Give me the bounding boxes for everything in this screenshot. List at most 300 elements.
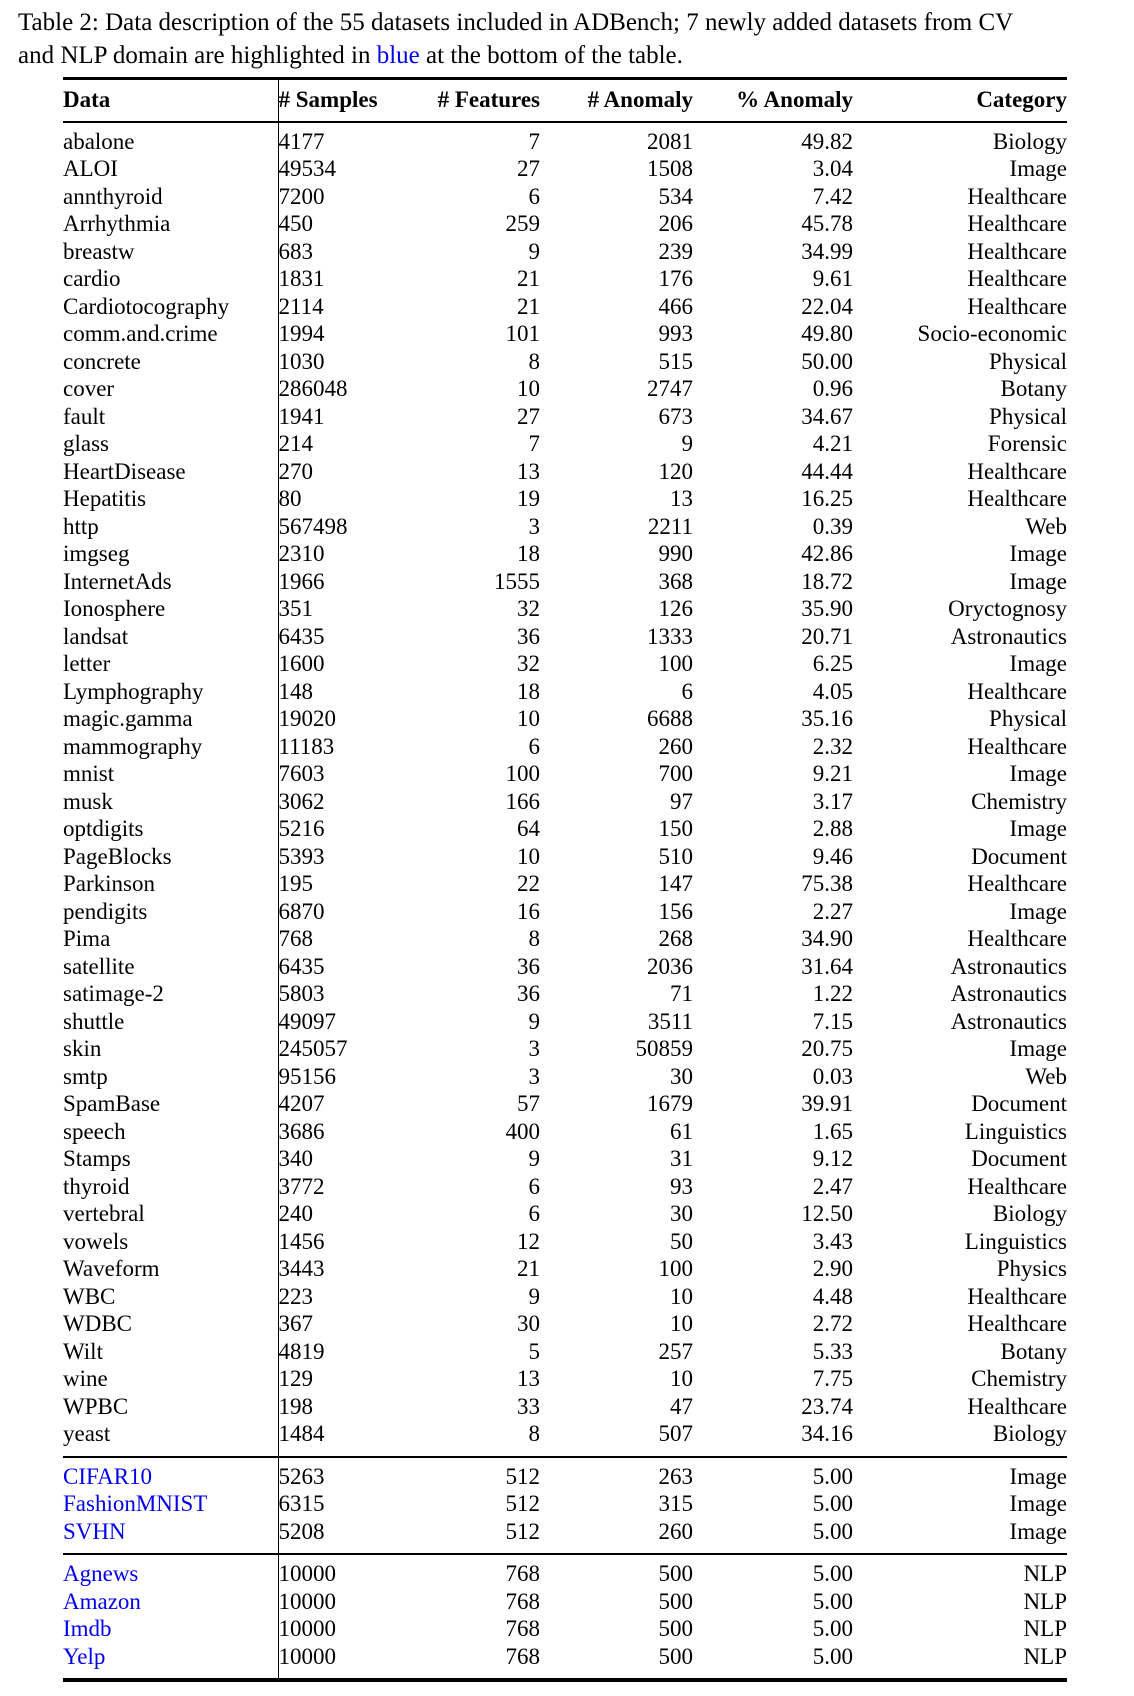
anomaly-count-value: 10: [670, 1283, 693, 1309]
features-value: 13: [517, 458, 540, 484]
dataset-name: cover: [63, 376, 115, 401]
table-row: [63, 348, 1067, 376]
category-value: Biology: [992, 128, 1067, 154]
table-row: [63, 678, 1067, 706]
anomaly-count-value: 47: [670, 1393, 693, 1419]
anomaly-count-value: 993: [658, 321, 693, 346]
category-value: Image: [1009, 761, 1067, 786]
category-value: Astronautics: [950, 981, 1067, 1006]
anomaly-percent-value: 4.05: [812, 678, 853, 704]
anomaly-count-value: 500: [658, 1643, 693, 1669]
dataset-name: smtp: [63, 1063, 108, 1089]
category-value: Healthcare: [967, 871, 1067, 896]
anomaly-percent-value: 5.00: [812, 1643, 853, 1669]
dataset-name: letter: [63, 651, 111, 676]
anomaly-percent-value: 5.00: [693, 1457, 853, 1491]
dataset-name: CIFAR10: [63, 1457, 278, 1491]
anomaly-count-value: 368: [658, 568, 693, 594]
features-value: 16: [517, 898, 540, 924]
table-row: [63, 1063, 1067, 1091]
table-row: [63, 1200, 1067, 1228]
samples-value: 367: [278, 1310, 410, 1338]
samples-value: 3686: [278, 1118, 410, 1146]
table-body: [63, 122, 1067, 1681]
table-row: [63, 1615, 1067, 1643]
samples-value: 4819: [278, 1338, 410, 1366]
anomaly-percent-value: 39.91: [801, 1091, 853, 1116]
table-row: [63, 1338, 1067, 1366]
anomaly-percent-value: 7.75: [812, 1366, 853, 1391]
category-value: Healthcare: [967, 266, 1067, 291]
features-value: 33: [517, 1393, 540, 1419]
category-value: Healthcare: [967, 926, 1067, 951]
samples-value: 5208: [278, 1518, 410, 1555]
table-row: [63, 513, 1067, 541]
dataset-name: satellite: [63, 953, 135, 979]
anomaly-count-value: 176: [658, 266, 693, 291]
col-header-anomaly-percent: % Anomaly: [693, 79, 853, 122]
anomaly-percent-value: 16.25: [801, 486, 853, 511]
samples-value: 6870: [278, 898, 410, 926]
anomaly-percent-value: 42.86: [801, 541, 853, 566]
anomaly-percent-value: 31.64: [801, 953, 853, 979]
features-value: 6: [528, 1201, 540, 1226]
features-value: 7: [528, 431, 540, 456]
anomaly-count-value: 150: [658, 816, 693, 841]
category-value: NLP: [1023, 1588, 1067, 1614]
features-value: 768: [505, 1643, 540, 1669]
samples-value: 7200: [278, 183, 410, 211]
anomaly-percent-value: 34.99: [801, 238, 853, 264]
table-row: [63, 1008, 1067, 1036]
anomaly-percent-value: 0.03: [812, 1063, 853, 1089]
anomaly-count-value: 507: [658, 1421, 693, 1446]
anomaly-percent-value: 23.74: [801, 1393, 853, 1419]
anomaly-percent-value: 18.72: [801, 568, 853, 594]
category-value: Healthcare: [967, 293, 1067, 319]
caption-line-2-before: and NLP domain are highlighted in: [18, 42, 377, 69]
caption-line-1: Table 2: Data description of the 55 datasets included in ADBench; 7 newly added datasets from CV: [18, 9, 1014, 36]
category-value: Botany: [1000, 1338, 1067, 1364]
table-row: [63, 183, 1067, 211]
features-value: 27: [517, 403, 540, 429]
category-value: NLP: [853, 1554, 1067, 1588]
table-row: [63, 870, 1067, 898]
dataset-name: SVHN: [63, 1518, 126, 1544]
table-row: [63, 760, 1067, 788]
features-value: 10: [517, 376, 540, 401]
anomaly-percent-value: 2.27: [812, 898, 853, 924]
anomaly-count-value: 990: [658, 541, 693, 566]
features-value: 512: [505, 1518, 540, 1544]
features-value: 7: [528, 128, 540, 154]
samples-value: 10000: [278, 1643, 410, 1681]
anomaly-count-value: 466: [658, 293, 693, 319]
anomaly-count-value: 31: [670, 1146, 693, 1171]
anomaly-count-value: 6: [681, 678, 693, 704]
anomaly-percent-value: 2.47: [812, 1173, 853, 1199]
table-row: [63, 238, 1067, 266]
anomaly-percent-value: 49.80: [801, 321, 853, 346]
features-value: 3: [528, 513, 540, 539]
samples-value: 5393: [278, 843, 410, 871]
category-value: Physical: [989, 706, 1067, 731]
dataset-name: WDBC: [63, 1311, 132, 1336]
dataset-name: Imdb: [63, 1616, 112, 1641]
anomaly-percent-value: 44.44: [801, 458, 853, 484]
anomaly-percent-value: 4.48: [812, 1283, 853, 1309]
dataset-name: mammography: [63, 733, 203, 759]
caption-line-2: [18, 42, 683, 69]
anomaly-count-value: 268: [658, 926, 693, 951]
samples-value: 19020: [278, 705, 410, 733]
anomaly-count-value: 500: [540, 1554, 693, 1588]
dataset-name: fault: [63, 403, 106, 429]
anomaly-count-value: 534: [658, 183, 693, 209]
dataset-name: optdigits: [63, 816, 144, 841]
features-value: 6: [528, 183, 540, 209]
category-value: Linguistics: [964, 1228, 1067, 1254]
features-value: 32: [517, 596, 540, 621]
anomaly-count-value: 30: [670, 1063, 693, 1089]
table-row: [63, 1393, 1067, 1421]
anomaly-count-value: 515: [658, 348, 693, 374]
anomaly-percent-value: 5.00: [812, 1518, 853, 1544]
category-value: Astronautics: [950, 623, 1067, 649]
samples-value: 1994: [278, 320, 410, 348]
anomaly-percent-value: 34.67: [801, 403, 853, 429]
category-value: Physical: [989, 348, 1067, 374]
anomaly-count-value: 97: [670, 788, 693, 814]
dataset-name: Agnews: [63, 1554, 278, 1588]
table-row: [63, 540, 1067, 568]
dataset-name: Wilt: [63, 1338, 103, 1364]
features-value: 36: [517, 953, 540, 979]
dataset-name: Ionosphere: [63, 596, 166, 621]
anomaly-count-value: 10: [670, 1311, 693, 1336]
samples-value: 2310: [278, 540, 410, 568]
samples-value: 6435: [278, 623, 410, 651]
dataset-name: concrete: [63, 348, 141, 374]
samples-value: 768: [278, 925, 410, 953]
samples-value: 240: [278, 1200, 410, 1228]
category-value: Web: [1025, 513, 1067, 539]
samples-value: 4207: [278, 1090, 410, 1118]
category-value: Biology: [992, 1421, 1067, 1446]
dataset-name: thyroid: [63, 1173, 130, 1199]
anomaly-count-value: 71: [670, 981, 693, 1006]
anomaly-count-value: 13: [670, 486, 693, 511]
samples-value: 10000: [278, 1615, 410, 1643]
table-row: [63, 815, 1067, 843]
anomaly-percent-value: 1.65: [812, 1118, 853, 1144]
features-value: 8: [528, 926, 540, 951]
features-value: 64: [517, 816, 540, 841]
caption-line-2-after: at the bottom of the table.: [419, 42, 683, 69]
anomaly-percent-value: 3.17: [812, 788, 853, 814]
anomaly-percent-value: 5.00: [693, 1554, 853, 1588]
category-value: Healthcare: [967, 458, 1067, 484]
features-value: 27: [517, 156, 540, 181]
anomaly-count-value: 120: [658, 458, 693, 484]
category-value: Image: [1009, 816, 1067, 841]
samples-value: 683: [278, 238, 410, 266]
table-caption: [18, 6, 1120, 72]
samples-value: 5803: [278, 980, 410, 1008]
table-row: [63, 375, 1067, 403]
table-row: [63, 293, 1067, 321]
dataset-name: PageBlocks: [63, 843, 172, 869]
features-value: 9: [528, 238, 540, 264]
features-value: 18: [517, 541, 540, 566]
features-value: 3: [528, 1036, 540, 1061]
category-value: Image: [1009, 898, 1067, 924]
category-value: NLP: [1023, 1643, 1067, 1669]
samples-value: 11183: [278, 733, 410, 761]
anomaly-percent-value: 3.04: [812, 156, 853, 181]
anomaly-count-value: 100: [658, 651, 693, 676]
category-value: Physics: [996, 1256, 1067, 1281]
features-value: 1555: [494, 568, 540, 594]
anomaly-count-value: 2081: [647, 128, 693, 154]
table-row: [63, 705, 1067, 733]
anomaly-percent-value: 9.46: [812, 843, 853, 869]
anomaly-count-value: 93: [670, 1173, 693, 1199]
category-value: Healthcare: [967, 678, 1067, 704]
anomaly-count-value: 239: [658, 238, 693, 264]
anomaly-percent-value: 5.00: [812, 1491, 853, 1516]
table-row: [63, 430, 1067, 458]
samples-value: 10000: [278, 1554, 410, 1588]
features-value: 22: [517, 871, 540, 896]
anomaly-count-value: 61: [670, 1118, 693, 1144]
category-value: Linguistics: [964, 1118, 1067, 1144]
category-value: Document: [971, 1146, 1067, 1171]
dataset-name: glass: [63, 431, 109, 456]
samples-value: 80: [278, 485, 410, 513]
samples-value: 1030: [278, 348, 410, 376]
category-value: Socio-economic: [917, 321, 1067, 346]
table-row: [63, 1118, 1067, 1146]
dataset-name: cardio: [63, 266, 121, 291]
dataset-name: ALOI: [63, 156, 118, 181]
dataset-name: comm.and.crime: [63, 321, 218, 346]
samples-value: 95156: [278, 1063, 410, 1091]
col-header-features: # Features: [410, 79, 540, 122]
dataset-name: Parkinson: [63, 871, 155, 896]
category-value: Biology: [992, 1201, 1067, 1226]
features-value: 18: [517, 678, 540, 704]
dataset-name: yeast: [63, 1421, 111, 1446]
table-row: [63, 1228, 1067, 1256]
anomaly-percent-value: 34.16: [801, 1421, 853, 1446]
anomaly-percent-value: 49.82: [801, 128, 853, 154]
features-value: 9: [528, 1008, 540, 1034]
features-value: 19: [517, 486, 540, 511]
samples-value: 340: [278, 1145, 410, 1173]
table-row: [63, 623, 1067, 651]
samples-value: 5263: [278, 1457, 410, 1491]
category-value: Healthcare: [967, 211, 1067, 236]
table-row: [63, 650, 1067, 678]
anomaly-count-value: 260: [658, 733, 693, 759]
table-row: [63, 1457, 1067, 1491]
samples-value: 214: [278, 430, 410, 458]
anomaly-percent-value: 50.00: [801, 348, 853, 374]
anomaly-count-value: 156: [658, 898, 693, 924]
anomaly-percent-value: 2.90: [812, 1256, 853, 1281]
category-value: Physical: [989, 403, 1067, 429]
anomaly-count-value: 2036: [647, 953, 693, 979]
category-value: Healthcare: [967, 1393, 1067, 1419]
samples-value: 351: [278, 595, 410, 623]
features-value: 9: [528, 1283, 540, 1309]
table-row: [63, 1420, 1067, 1457]
samples-value: 129: [278, 1365, 410, 1393]
features-value: 512: [410, 1457, 540, 1491]
category-value: Healthcare: [967, 183, 1067, 209]
table-row: [63, 1145, 1067, 1173]
anomaly-count-value: 3511: [647, 1008, 693, 1034]
samples-value: 245057: [278, 1035, 410, 1063]
samples-value: 1966: [278, 568, 410, 596]
category-value: Image: [1009, 651, 1067, 676]
table-row: [63, 1518, 1067, 1555]
features-value: 10: [517, 843, 540, 869]
category-value: Healthcare: [967, 1311, 1067, 1336]
anomaly-percent-value: 2.32: [812, 733, 853, 759]
anomaly-count-value: 10: [670, 1366, 693, 1391]
features-value: 57: [517, 1091, 540, 1116]
features-value: 101: [505, 321, 540, 346]
features-value: 6: [528, 733, 540, 759]
table-row: [63, 1173, 1067, 1201]
anomaly-percent-value: 7.42: [812, 183, 853, 209]
dataset-name: satimage-2: [63, 981, 164, 1006]
features-value: 400: [505, 1118, 540, 1144]
anomaly-count-value: 2211: [647, 513, 693, 539]
features-value: 100: [505, 761, 540, 786]
features-value: 10: [517, 706, 540, 731]
samples-value: 2114: [278, 293, 410, 321]
table-row: [63, 1310, 1067, 1338]
anomaly-percent-value: 5.00: [812, 1616, 853, 1641]
anomaly-percent-value: 35.90: [801, 596, 853, 621]
dataset-name: WBC: [63, 1283, 116, 1309]
dataset-name: annthyroid: [63, 183, 163, 209]
samples-value: 567498: [278, 513, 410, 541]
table-row: [63, 733, 1067, 761]
table-row: [63, 155, 1067, 183]
table-row: [63, 788, 1067, 816]
dataset-name: vowels: [63, 1228, 129, 1254]
anomaly-count-value: 500: [658, 1616, 693, 1641]
features-value: 768: [505, 1616, 540, 1641]
anomaly-percent-value: 0.96: [812, 376, 853, 401]
features-value: 8: [528, 1421, 540, 1446]
table-row: [63, 265, 1067, 293]
anomaly-count-value: 2747: [647, 376, 693, 401]
anomaly-count-value: 50: [670, 1228, 693, 1254]
dataset-name: shuttle: [63, 1008, 125, 1034]
dataset-name: wine: [63, 1366, 108, 1391]
category-value: Botany: [1000, 376, 1067, 401]
category-value: Healthcare: [967, 733, 1067, 759]
col-header-samples: # Samples: [278, 79, 410, 122]
table-row: [63, 122, 1067, 156]
col-header-data: Data: [63, 79, 278, 122]
samples-value: 195: [278, 870, 410, 898]
features-value: 9: [528, 1146, 540, 1171]
anomaly-percent-value: 20.75: [801, 1036, 853, 1061]
samples-value: 3443: [278, 1255, 410, 1283]
features-value: 768: [410, 1554, 540, 1588]
samples-value: 1456: [278, 1228, 410, 1256]
dataset-name: Hepatitis: [63, 486, 147, 511]
features-value: 5: [528, 1338, 540, 1364]
samples-value: 6435: [278, 953, 410, 981]
anomaly-percent-value: 1.22: [812, 981, 853, 1006]
anomaly-percent-value: 9.21: [812, 761, 853, 786]
anomaly-count-value: 30: [670, 1201, 693, 1226]
dataset-name: vertebral: [63, 1201, 145, 1226]
category-value: Image: [1009, 1518, 1067, 1544]
category-value: Image: [1009, 1491, 1067, 1516]
col-header-category: Category: [853, 79, 1067, 122]
category-value: Chemistry: [971, 788, 1067, 814]
table-row: [63, 925, 1067, 953]
anomaly-percent-value: 2.88: [812, 816, 853, 841]
anomaly-percent-value: 35.16: [801, 706, 853, 731]
samples-value: 6315: [278, 1490, 410, 1518]
features-value: 6: [528, 1173, 540, 1199]
anomaly-percent-value: 5.33: [812, 1338, 853, 1364]
dataset-name: abalone: [63, 128, 135, 154]
table-row: [63, 1090, 1067, 1118]
anomaly-percent-value: 22.04: [801, 293, 853, 319]
anomaly-percent-value: 3.43: [812, 1228, 853, 1254]
dataset-name: WPBC: [63, 1393, 129, 1419]
category-value: Image: [1009, 1036, 1067, 1061]
anomaly-percent-value: 9.12: [812, 1146, 853, 1171]
dataset-name: FashionMNIST: [63, 1491, 208, 1516]
anomaly-count-value: 100: [658, 1256, 693, 1281]
features-value: 12: [517, 1228, 540, 1254]
features-value: 8: [528, 348, 540, 374]
anomaly-percent-value: 34.90: [801, 926, 853, 951]
col-header-anomaly-count: # Anomaly: [540, 79, 693, 122]
dataset-name: breastw: [63, 238, 135, 264]
dataset-name: Stamps: [63, 1146, 131, 1171]
anomaly-count-value: 673: [658, 403, 693, 429]
anomaly-percent-value: 12.50: [801, 1201, 853, 1226]
anomaly-count-value: 700: [658, 761, 693, 786]
samples-value: 1484: [278, 1420, 410, 1457]
anomaly-count-value: 260: [658, 1518, 693, 1544]
anomaly-percent-value: 6.25: [812, 651, 853, 676]
features-value: 166: [505, 788, 540, 814]
anomaly-percent-value: 9.61: [812, 266, 853, 291]
dataset-name: Lymphography: [63, 678, 204, 704]
anomaly-count-value: 1508: [647, 156, 693, 181]
table-row: [63, 953, 1067, 981]
anomaly-count-value: 257: [658, 1338, 693, 1364]
dataset-name: http: [63, 513, 99, 539]
samples-value: 286048: [278, 375, 410, 403]
anomaly-percent-value: 75.38: [801, 871, 853, 896]
dataset-name: Cardiotocography: [63, 293, 230, 319]
table-row: [63, 568, 1067, 596]
